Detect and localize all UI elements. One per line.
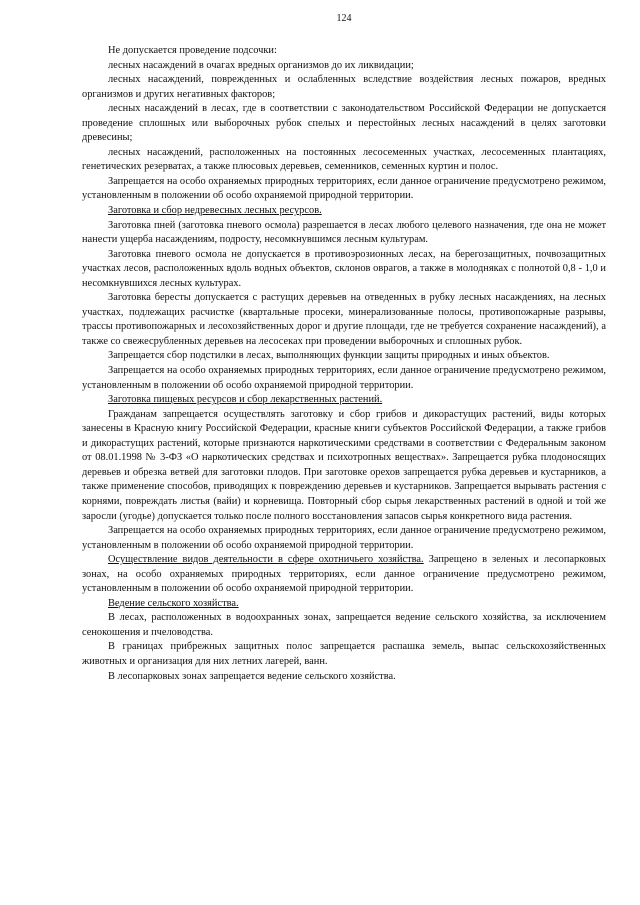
- document-body: [82, 44, 606, 684]
- paragraph: [82, 364, 606, 393]
- paragraph: [82, 59, 606, 74]
- paragraph: [82, 553, 606, 597]
- paragraph-text: В лесопарковых зонах запрещается ведение сельского хозяйства.: [108, 670, 396, 682]
- paragraph: [82, 146, 606, 175]
- paragraph-text: В границах прибрежных защитных полос запрещается распашка земель, выпас сельскохозяйственных животных и организация для них летних лагерей, ванн.: [82, 641, 606, 667]
- page-number: 124: [336, 13, 352, 24]
- paragraph: [82, 175, 606, 204]
- paragraph-text: лесных насаждений, расположенных на постоянных лесосеменных участках, лесосеменных плантациях, генетических резерватах, а также плюсовых деревьев, семенников, семенных куртин и полос.: [82, 146, 606, 173]
- paragraph-text: Заготовка пневого осмола не допускается в противоэрозионных лесах, на берегозащитных, почвозащитных участках лесов, расположенных вдоль водных объектов, склонов оврагов, а также в молодняках с полнотой 0,8 - 1,0 и несомкнувшихся лесных культурах.: [82, 248, 606, 289]
- section-heading-text: Ведение сельского хозяйства.: [108, 597, 239, 609]
- paragraph: [82, 524, 606, 553]
- paragraph: [82, 73, 606, 102]
- paragraph: [82, 44, 606, 59]
- paragraph-text: Запрещено в зеленых и лесопарковых зонах, на особо охраняемых природных территориях, если данное ограничение предусмотрено режимом, установленным в положении об особо охраняемой природной территории.: [82, 554, 606, 595]
- paragraph-text: лесных насаждений, поврежденных и ослабленных вследствие воздействия лесных пожаров, вредных организмов и других негативных факторов;: [82, 74, 606, 100]
- section-heading: [82, 393, 606, 408]
- paragraph: [82, 640, 606, 669]
- paragraph: [82, 670, 606, 685]
- paragraph-text: Заготовка бересты допускается с растущих деревьев на отведенных в рубку лесных насаждениях, на лесных участках, подлежащих расчистке (квартальные просеки, минерализованные полосы, противопожарные разрывы, трассы противопожарных и лесохозяйственных дорог и другие площади, где не требуется сохранение насаждений), а также со свежесрубленных деревьев на лесосеках при проведении выборочных и сплошных рубок.: [82, 292, 606, 347]
- paragraph-text: Гражданам запрещается осуществлять заготовку и сбор грибов и дикорастущих растений, виды которых занесены в Красную книгу Российской Федерации, красные книги субъектов Российской Федерации, а также грибов и дикорастущих растений, которые признаются наркотическими средствами в соответствии с Федеральным законом от 08.01.1998 № 3-ФЗ «О наркотических средствах и психотропных веществах». Запрещается рубка плодоносящих деревьев и обрезка ветвей для заготовки плодов. При заготовке орехов запрещается рубка деревьев и кустарников, а также применение способов, приводящих к повреждению деревьев и кустарников. Запрещается вырывать растения с корнями, повреждать листья (вайи) и корневища. Повторный сбор сырья лекарственных растений в одной и той же заросли (угодье) допускается только после полного восстановления запасов сырья конкретного вида растения.: [82, 408, 606, 522]
- paragraph-text: лесных насаждений в очагах вредных организмов до их ликвидации;: [108, 59, 414, 71]
- paragraph: [82, 102, 606, 146]
- paragraph-text: Заготовка пней (заготовка пневого осмола) разрешается в лесах любого целевого назначения, где она не может нанести ущерба насаждениям, подросту, несомкнувшимся лесным культурам.: [82, 219, 606, 246]
- paragraph-text: Запрещается на особо охраняемых природных территориях, если данное ограничение предусмотрено режимом, установленным в положении об особо охраняемой природной территории.: [82, 525, 606, 551]
- paragraph-text: Запрещается сбор подстилки в лесах, выполняющих функции защиты природных и иных объектов.: [108, 350, 550, 362]
- paragraph-text: лесных насаждений в лесах, где в соответствии с законодательством Российской Федерации не допускается проведение сплошных или выборочных рубок спелых и перестойных лесных насаждений в целях заготовки древесины;: [82, 103, 606, 144]
- paragraph: [82, 611, 606, 640]
- paragraph-text: Запрещается на особо охраняемых природных территориях, если данное ограничение предусмотрено режимом, установленным в положении об особо охраняемой природной территории.: [82, 175, 606, 202]
- section-heading-text: Заготовка и сбор недревесных лесных ресурсов.: [108, 205, 322, 217]
- section-heading-text: Заготовка пищевых ресурсов и сбор лекарственных растений.: [108, 394, 383, 406]
- paragraph: [82, 349, 606, 364]
- paragraph: [82, 219, 606, 248]
- paragraph: [82, 408, 606, 524]
- paragraph-text: Не допускается проведение подсочки:: [108, 45, 277, 56]
- section-heading: [82, 597, 606, 612]
- section-heading: [82, 204, 606, 219]
- paragraph: [82, 291, 606, 349]
- paragraph: [82, 248, 606, 292]
- section-heading-text: Осуществление видов деятельности в сфере охотничьего хозяйства.: [108, 554, 424, 566]
- paragraph-text: Запрещается на особо охраняемых природных территориях, если данное ограничение предусмотрено режимом, установленным в положении об особо охраняемой природной территории.: [82, 365, 606, 391]
- paragraph-text: В лесах, расположенных в водоохранных зонах, запрещается ведение сельского хозяйства, за исключением сенокошения и пчеловодства.: [82, 612, 606, 638]
